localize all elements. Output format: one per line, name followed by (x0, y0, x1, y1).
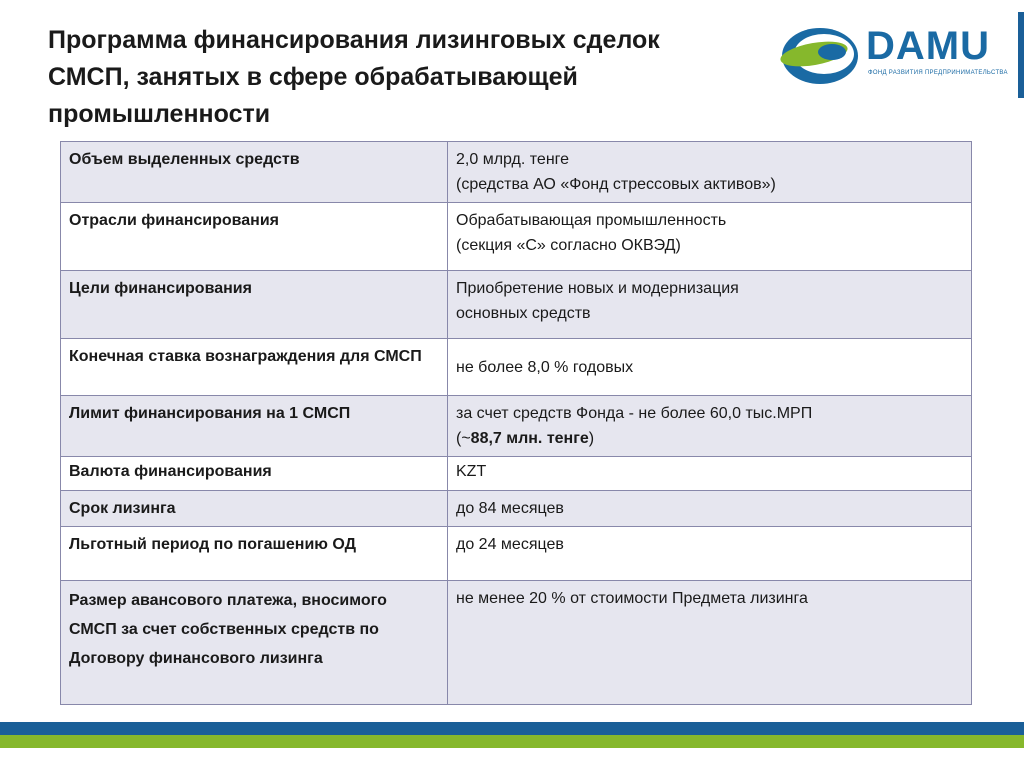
footer-blue-stripe (0, 722, 1024, 735)
footer-green-stripe (0, 735, 1024, 748)
row-key: Конечная ставка вознаграждения для СМСП (61, 339, 448, 396)
corner-accent-bar (1018, 12, 1024, 98)
table-row (61, 142, 972, 203)
financing-terms-table (60, 141, 972, 705)
row-value: KZT (448, 457, 972, 491)
row-value: Обрабатывающая промышленность (секция «С» согласно ОКВЭД) (448, 203, 972, 271)
row-key: Размер авансового платежа, вносимого СМСП за счет собственных средств по Договору финансового лизинга (61, 581, 448, 705)
table-row (61, 396, 972, 457)
logo-tagline: ФОНД РАЗВИТИЯ ПРЕДПРИНИМАТЕЛЬСТВА (868, 70, 1008, 76)
row-key: Объем выделенных средств (61, 142, 448, 203)
logo-wordmark: DAMU (866, 24, 990, 68)
row-key: Цели финансирования (61, 271, 448, 339)
row-value (448, 396, 972, 457)
row-value: Приобретение новых и модернизация основных средств (448, 271, 972, 339)
row-key: Лимит финансирования на 1 СМСП (61, 396, 448, 457)
table-row (61, 203, 972, 271)
row-value: до 24 месяцев (448, 527, 972, 581)
row-value: 2,0 млрд. тенге (средства АО «Фонд стрессовых активов») (448, 142, 972, 203)
table-row (61, 581, 972, 705)
row-key: Льготный период по погашению ОД (61, 527, 448, 581)
row-key: Валюта финансирования (61, 457, 448, 491)
table-row (61, 457, 972, 491)
page-title: Программа финансирования лизинговых сделок СМСП, занятых в сфере обрабатывающей промышленности (48, 26, 660, 128)
row-key: Срок лизинга (61, 491, 448, 527)
table-row (61, 339, 972, 396)
limit-suffix: ) (588, 430, 595, 447)
row-value: не менее 20 % от стоимости Предмета лизинга (448, 581, 972, 705)
limit-amount: 88,7 млн. тенге (470, 430, 589, 447)
row-value: не более 8,0 % годовых (448, 339, 972, 396)
table-row (61, 271, 972, 339)
table-row (61, 491, 972, 527)
limit-prefix: за счет средств Фонда - не более 60,0 тыс.МРП (~ (456, 405, 813, 447)
table-row (61, 527, 972, 581)
row-value: до 84 месяцев (448, 491, 972, 527)
row-key: Отрасли финансирования (61, 203, 448, 271)
